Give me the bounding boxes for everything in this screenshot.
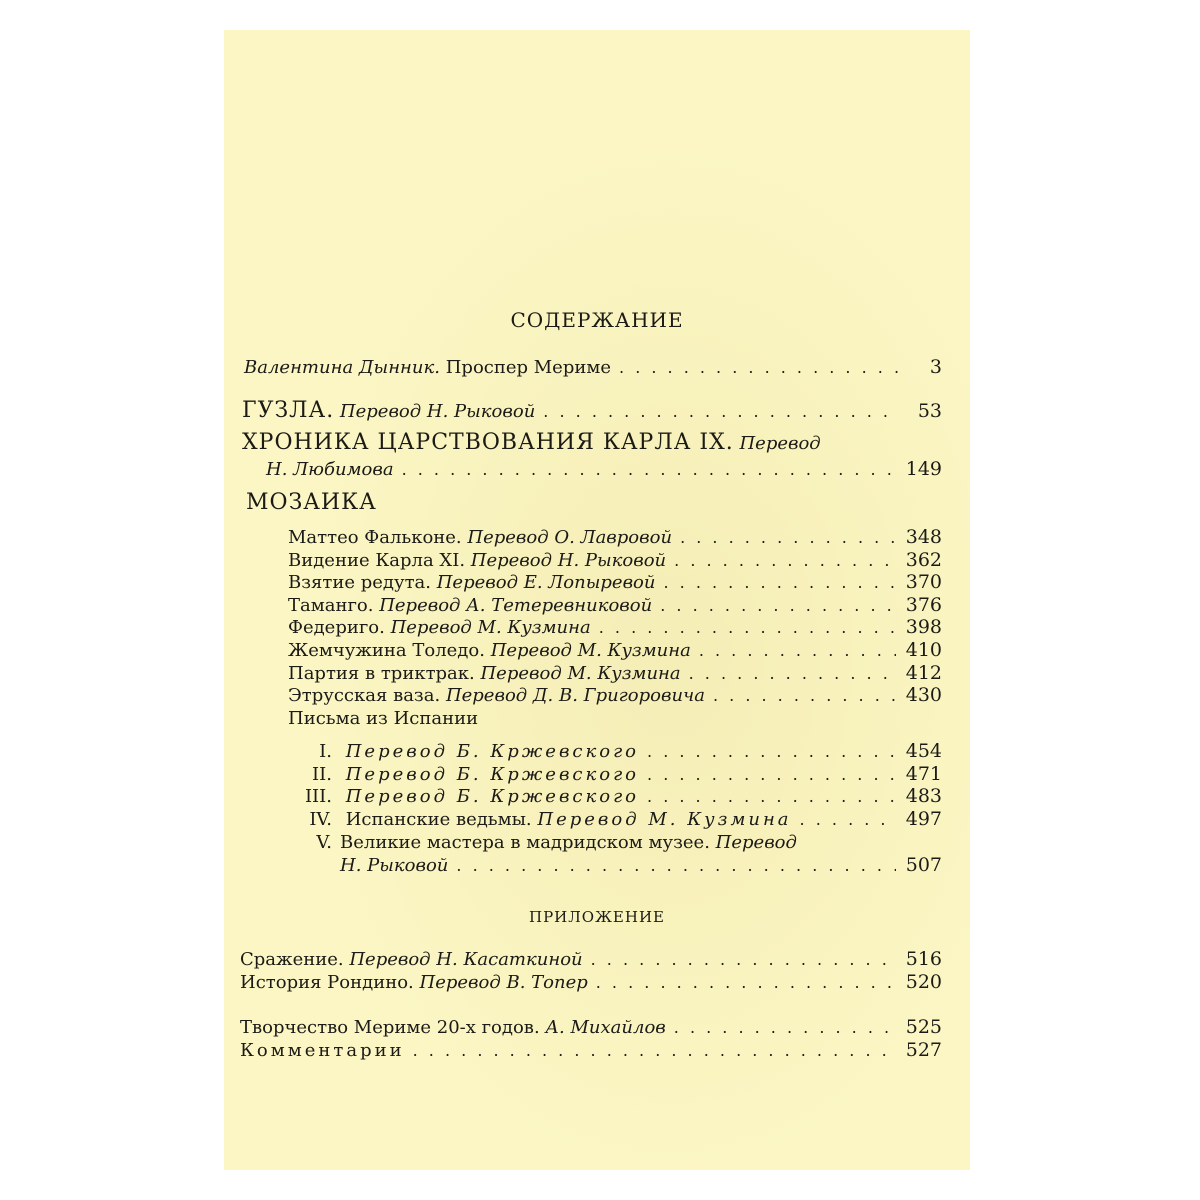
toc-entry-chronicle-title[interactable] [242, 432, 821, 455]
entry-title: ГУЗЛА. [242, 398, 335, 423]
page-number: 370 [905, 571, 942, 594]
page-number: 483 [905, 785, 942, 808]
toc-entry-letter-v[interactable] [340, 854, 942, 877]
toc-entry-mosaic[interactable] [288, 639, 942, 662]
entry-translator: Перевод М. Кузмина [390, 617, 591, 639]
entry-title: Испанские ведьмы. [345, 808, 532, 830]
page-number: 149 [905, 458, 942, 480]
toc-entry-mosaic[interactable] [288, 549, 942, 572]
entry-translator: Перевод А. Тетеревниковой [379, 594, 653, 616]
page-number: 520 [905, 970, 942, 993]
entry-title: Сражение. [240, 949, 344, 970]
toc-entry-mosaic[interactable] [288, 662, 942, 685]
entry-translator: Перевод Б. Кржевского [345, 763, 640, 785]
page-number: 3 [929, 356, 942, 378]
dot-leader [619, 357, 898, 379]
roman-numeral: I. [319, 741, 332, 762]
entry-translator: Перевод Б. Кржевского [345, 786, 640, 808]
entry-author: Валентина Дынник. [244, 357, 440, 378]
toc-entry-closing[interactable] [240, 1039, 942, 1062]
entry-title: Проспер Мериме [445, 357, 612, 378]
entry-translator: Перевод Н. Рыковой [339, 401, 536, 422]
page-number: 430 [905, 684, 942, 707]
entry-title: Взятие редута. [288, 572, 431, 594]
toc-entry-appendix[interactable] [240, 971, 942, 994]
entry-translator: Перевод Д. В. Григоровича [445, 685, 705, 707]
page-number: 412 [905, 661, 942, 684]
toc-entry-mosaic[interactable] [288, 594, 942, 617]
book-page [224, 30, 970, 1170]
toc-entry-mosaic[interactable] [288, 684, 942, 707]
entry-translator: Перевод В. Топер [419, 971, 588, 993]
dot-leader [647, 741, 896, 763]
toc-entry-letter[interactable] [296, 740, 942, 763]
dot-leader [663, 572, 895, 594]
roman-numeral: IV. [309, 808, 332, 830]
entry-title: ХРОНИКА ЦАРСТВОВАНИЯ КАРЛА IX. [242, 430, 734, 455]
dot-leader [699, 640, 896, 662]
toc-entry-guzla[interactable] [242, 400, 942, 423]
dot-leader [543, 401, 898, 423]
toc-title: СОДЕРЖАНИЕ [510, 308, 684, 332]
entry-translator: Перевод М. Кузмина [537, 808, 792, 830]
section-mosaic-title: МОЗАИКА [246, 490, 377, 515]
entry-title: Федериго. [288, 617, 385, 639]
dot-leader [800, 809, 896, 831]
toc-entry-letter[interactable] [296, 785, 942, 808]
dot-leader [680, 527, 896, 549]
toc-entry-chronicle[interactable] [266, 458, 942, 481]
entry-author: А. Михайлов [545, 1017, 666, 1038]
page-number: 527 [905, 1038, 942, 1061]
entry-title: Этрусская ваза. [288, 685, 441, 707]
dot-leader [596, 972, 896, 994]
page-number: 398 [905, 616, 942, 639]
page-number: 410 [905, 639, 942, 661]
entry-translator: Перевод [739, 433, 821, 454]
entry-title: Комментарии [240, 1039, 405, 1061]
dot-leader [674, 1017, 896, 1039]
entry-translator: Перевод М. Кузмина [480, 662, 681, 684]
entry-translator: Перевод О. Лавровой [467, 527, 673, 548]
page-number: 497 [905, 807, 942, 830]
dot-leader [674, 550, 896, 572]
page-number: 507 [905, 854, 942, 876]
page-number: 525 [905, 1016, 942, 1038]
dot-leader [599, 617, 896, 639]
entry-translator: Перевод [715, 832, 797, 853]
dot-leader [713, 685, 896, 707]
dot-leader [456, 855, 895, 877]
page-number: 516 [905, 948, 942, 970]
toc-entry-appendix[interactable] [240, 948, 942, 971]
entry-translator: Н. Любимова [266, 459, 394, 480]
dot-leader [660, 595, 896, 617]
dot-leader [413, 1040, 896, 1062]
toc-entry-closing[interactable] [240, 1016, 942, 1039]
dot-leader [591, 949, 896, 971]
toc-entry-mosaic[interactable] [288, 616, 942, 639]
entry-title: Жемчужина Толедо. [288, 640, 485, 661]
letters-title: Письма из Испании [288, 708, 479, 729]
entry-title: Видение Карла XI. [288, 549, 466, 571]
entry-title: Творчество Мериме 20-х годов. [240, 1017, 540, 1038]
page-number: 376 [905, 593, 942, 616]
toc-entry-letter[interactable] [296, 808, 942, 831]
entry-translator: Перевод Н. Рыковой [470, 549, 667, 571]
dot-leader [402, 459, 896, 481]
appendix-title: ПРИЛОЖЕНИЕ [529, 908, 665, 926]
entry-translator: Перевод Е. Лопыревой [436, 572, 656, 594]
roman-numeral: III. [304, 786, 332, 808]
entry-title: Таманго. [288, 594, 374, 616]
entry-title: Маттео Фальконе. [288, 527, 462, 548]
page-number: 348 [905, 526, 942, 548]
entry-translator: Перевод М. Кузмина [490, 640, 691, 661]
toc-entry-letter[interactable] [296, 763, 942, 786]
page-number: 362 [905, 548, 942, 571]
page-number: 454 [905, 740, 942, 762]
page-number: 471 [905, 762, 942, 785]
dot-leader [647, 764, 896, 786]
dot-leader [689, 663, 896, 685]
toc-entry-mosaic[interactable] [288, 526, 942, 549]
entry-title: Партия в триктрак. [288, 662, 475, 684]
entry-translator: Перевод Б. Кржевского [345, 741, 640, 762]
toc-entry-mosaic[interactable] [288, 571, 942, 594]
entry-translator: Перевод Н. Касаткиной [349, 949, 583, 970]
roman-numeral: V. [316, 832, 332, 853]
toc-entry-letter-v-title[interactable] [296, 832, 797, 854]
toc-entry-intro[interactable] [244, 356, 942, 379]
entry-title: История Рондино. [240, 971, 414, 993]
entry-title: Великие мастера в мадридском музее. [340, 832, 710, 853]
page-number: 53 [917, 400, 942, 422]
roman-numeral: II. [312, 763, 332, 785]
dot-leader [647, 786, 896, 808]
entry-translator: Н. Рыковой [340, 855, 449, 876]
